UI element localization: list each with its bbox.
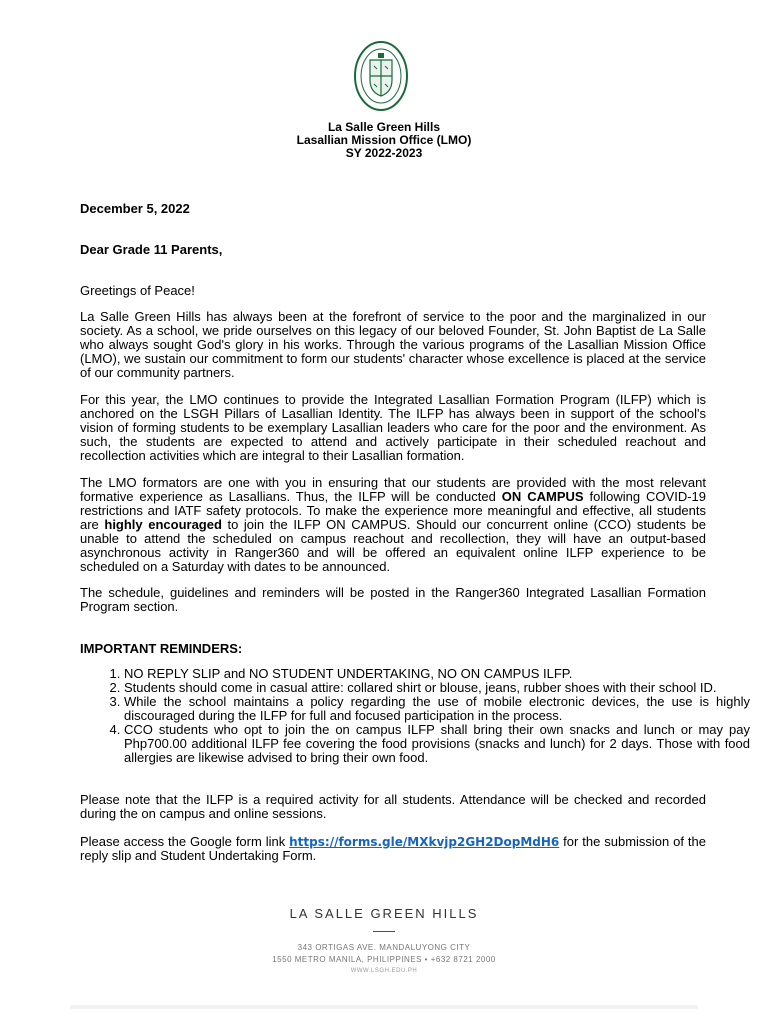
footer-band (70, 1005, 698, 1009)
school-year: SY 2022-2023 (345, 146, 423, 160)
school-name: La Salle Green Hills (327, 120, 441, 134)
on-campus-emphasis: ON CAMPUS (501, 489, 584, 504)
paragraph-ilfp: For this year, the LMO continues to provide the Integrated Lasallian Formation Program (ILFP) which is anchored on the LSGH Pillars of Lasallian Identity. The ILFP has always been in support of the school's vision of forming students to be exemplary Lasallian leaders who care for the poor and the environment. As such, the students are expected to attend and actively participate in their scheduled reachout and recollection activities which are integral to their Lasallian formation. (80, 392, 706, 463)
greeting: Greetings of Peace! (80, 283, 195, 298)
footer-website: WWW.LSGH.EDU.PH (350, 968, 418, 974)
paragraph-form: Please access the Google form link https://forms.gle/MXkvjp2GH2DopMdH6 for the submission of the reply slip and Student Undertaking Form. (80, 834, 706, 863)
paragraph-attendance: Please note that the ILFP is a required activity for all students. Attendance will be checked and recorded during the on campus and online sessions. (80, 792, 706, 821)
footer-school-name: LA SALLE GREEN HILLS (289, 906, 479, 921)
google-form-link[interactable]: https://forms.gle/MXkvjp2GH2DopMdH6 (289, 835, 560, 849)
paragraph-intro: La Salle Green Hills has always been at the forefront of service to the poor and the marginalized in our society. As a school, we pride ourselves on this legacy of our beloved Founder, St. John Baptist de La Salle who always sought God's glory in his works. Through the various programs of the Lasallian Mission Office (LMO), we sustain our commitment to form our students' character whose excellence is placed at the service of our community partners. (80, 309, 706, 380)
list-item: 3. While the school maintains a policy regarding the use of mobile electronic devices, the use is highly discouraged during the ILFP for full and focused participation in the process. (124, 695, 750, 723)
salutation: Dear Grade 11 Parents, (80, 242, 223, 257)
school-seal-logo (353, 40, 409, 112)
letter-date: December 5, 2022 (80, 201, 190, 216)
footer-address-line1: 343 ORTIGAS AVE. MANDALUYONG CITY (297, 943, 471, 952)
paragraph-schedule: The schedule, guidelines and reminders will be posted in the Ranger360 Integrated Lasallian Formation Program section. (80, 585, 706, 614)
highly-encouraged-emphasis: highly encouraged (104, 517, 222, 532)
reminders-list (80, 667, 750, 765)
list-item: 2. Students should come in casual attire: collared shirt or blouse, jeans, rubber shoes with their school ID. (124, 681, 750, 695)
list-item: 1. NO REPLY SLIP and NO STUDENT UNDERTAKING, NO ON CAMPUS ILFP. (124, 667, 750, 681)
footer-address-line2: 1550 METRO MANILA, PHILIPPINES • +632 8721 2000 (272, 955, 496, 964)
office-name: Lasallian Mission Office (LMO) (296, 133, 472, 147)
letter-header (0, 121, 768, 160)
paragraph-on-campus: The LMO formators are one with you in ensuring that our students are provided with the most relevant formative experience as Lasallians. Thus, the ILFP will be conducted ON CAMPUS following COVID-19 restrictions and IATF safety protocols. To make the experience more meaningful and effective, all students are highly encouraged to join the ILFP ON CAMPUS. Should our concurrent online (CCO) students be unable to attend the scheduled on campus reachout and recollection, they will have an output-based asynchronous activity in Ranger360 and will be offered an equivalent online ILFP experience to be scheduled on a Saturday with dates to be announced. (80, 475, 707, 574)
letter-footer (0, 906, 768, 974)
list-item: 4. CCO students who opt to join the on campus ILFP shall bring their own snacks and lunch or may pay Php700.00 additional ILFP fee covering the food provisions (snacks and lunch) for 2 days. Those with food allergies are likewise advised to bring their own food. (124, 723, 750, 765)
reminders-heading: IMPORTANT REMINDERS: (80, 641, 243, 656)
footer-divider (373, 931, 395, 932)
